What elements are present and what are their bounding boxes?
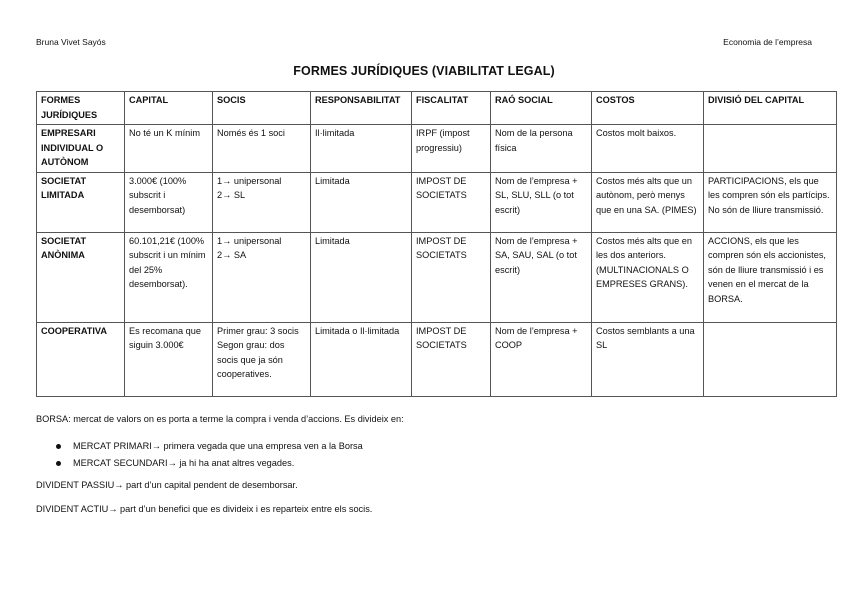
table-cell: 3.000€ (100% subscrit i desemborsat) [125,172,213,232]
column-header: FORMES JURÍDIQUES [37,92,125,125]
table-cell: Primer grau: 3 socis Segon grau: dos socis que ja són cooperatives. [213,322,311,396]
table-header-row [37,92,837,125]
column-header: FISCALITAT [412,92,491,125]
list-item [56,455,363,472]
table-cell: 1→ unipersonal 2→ SA [213,232,311,322]
table-cell: SOCIETAT ANÒNIMA [37,232,125,322]
column-header: COSTOS [592,92,704,125]
table-cell: Limitada [311,232,412,322]
subject-name: Economia de l’empresa [723,37,812,47]
column-header: DIVISIÓ DEL CAPITAL [704,92,837,125]
column-header: CAPITAL [125,92,213,125]
table-cell: Costos molt baixos. [592,125,704,173]
list-item-text: MERCAT SECUNDARI→ ja hi ha anat altres vegades. [73,458,295,468]
column-header: RESPONSABILITAT [311,92,412,125]
table-cell: Nom de l’empresa + SA, SAU, SAL (o tot escrit) [491,232,592,322]
dividend-actiu-definition: DIVIDENT ACTIU→ part d’un benefici que es divideix i es reparteix entre els socis. [36,504,373,514]
table-cell [704,322,837,396]
table-cell: Es recomana que siguin 3.000€ [125,322,213,396]
column-header: SOCIS [213,92,311,125]
bullet-icon [56,444,61,449]
table-cell: Nom de l’empresa + COOP [491,322,592,396]
bullet-icon [56,461,61,466]
table-cell: Nom de l’empresa + SL, SLU, SLL (o tot escrit) [491,172,592,232]
borsa-definition: BORSA: mercat de valors on es porta a terme la compra i venda d’accions. Es divideix en: [36,414,404,424]
table-cell: PARTICIPACIONS, els que les compren són els partícips. No són de lliure transmissió. [704,172,837,232]
table-cell [704,125,837,173]
document-title: FORMES JURÍDIQUES (VIABILITAT LEGAL) [293,64,555,78]
table-row [37,322,837,396]
table-cell: EMPRESARI INDIVIDUAL O AUTÒNOM [37,125,125,173]
table-cell: IMPOST DE SOCIETATS [412,172,491,232]
table-cell: IRPF (impost progressiu) [412,125,491,173]
market-list [56,438,363,472]
table-cell: Il·limitada [311,125,412,173]
list-item-text: MERCAT PRIMARI→ primera vegada que una empresa ven a la Borsa [73,441,363,451]
table-cell: 60.101,21€ (100% subscrit i un mínim del 25% desemborsat). [125,232,213,322]
list-item [56,438,363,455]
table-cell: Limitada [311,172,412,232]
table-cell: Limitada o Il·limitada [311,322,412,396]
table-cell: SOCIETAT LIMITADA [37,172,125,232]
dividend-passiu-definition: DIVIDENT PASSIU→ part d’un capital pendent de desemborsar. [36,480,298,490]
table-cell: 1→ unipersonal 2→ SL [213,172,311,232]
table-cell: COOPERATIVA [37,322,125,396]
table-cell: Només és 1 soci [213,125,311,173]
table-cell: Nom de la persona física [491,125,592,173]
table-row [37,172,837,232]
table-cell: No té un K mínim [125,125,213,173]
table-cell: Costos més alts que un autònom, però menys que en una SA. (PIMES) [592,172,704,232]
table-cell: ACCIONS, els que les compren són els accionistes, són de lliure transmissió i es venen en el mercat de la BORSA. [704,232,837,322]
legal-forms-table [36,91,837,397]
column-header: RAÓ SOCIAL [491,92,592,125]
table-cell: IMPOST DE SOCIETATS [412,322,491,396]
table-cell: Costos més alts que en les dos anteriors. (MULTINACIONALS O EMPRESES GRANS). [592,232,704,322]
table-cell: IMPOST DE SOCIETATS [412,232,491,322]
table-row [37,232,837,322]
table-cell: Costos semblants a una SL [592,322,704,396]
table-row [37,125,837,173]
author-name: Bruna Vivet Sayós [36,37,106,47]
